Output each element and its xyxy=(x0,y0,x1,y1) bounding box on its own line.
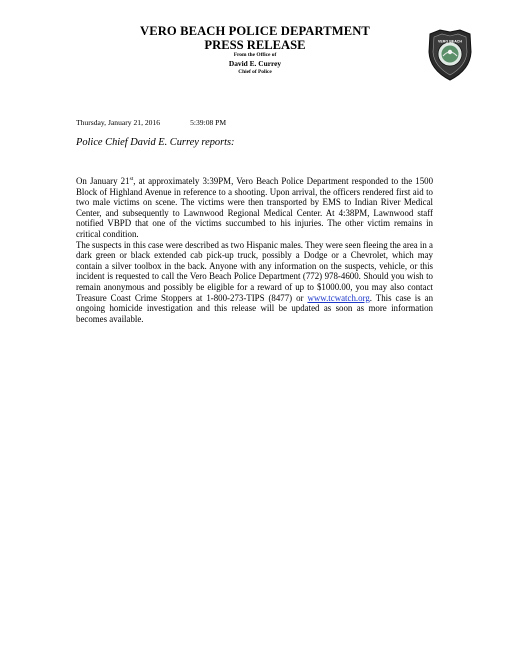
department-name: VERO BEACH POLICE DEPARTMENT xyxy=(140,24,370,38)
from-office-label: From the Office of xyxy=(233,52,277,58)
release-body xyxy=(76,176,433,324)
chief-title: Chief of Police xyxy=(238,69,272,75)
document-title: PRESS RELEASE xyxy=(204,38,306,52)
release-datetime xyxy=(76,118,226,128)
reports-line: Police Chief David E. Currey reports: xyxy=(76,137,235,148)
release-time: 5:39:08 PM xyxy=(190,118,227,127)
paragraph-suspects: The suspects in this case were described as two Hispanic males. They were seen fleeing the area in a dark green or black extended cab pick-up truck, possibly a Dodge or a Chevrolet, which may contain a silver toolbox in the back. Anyone with any information on the suspects, vehicle, or this incident is requested to call the Vero Beach Police Department (772) 978-4600. Should you wish to remain anonymous and possibly be eligible for a reward of up to $1000.00, you may also contact Treasure Coast Crime Stoppers at 1-800-273-TIPS (8477) or www.tcwatch.org. This case is an ongoing homicide investigation and this release will be updated as soon as more information becomes available. xyxy=(76,239,434,324)
badge-lettering: VERO BEACH xyxy=(438,39,462,44)
paragraph-incident: On January 21st, at approximately 3:39PM, Vero Beach Police Department responded to the 1500 Block of Highland Avenue in reference to a shooting. Upon arrival, the officers rendered first aid to two male victims on scene. The victims were then transported by EMS to Indian River Medical Center, and subsequently to Lawnwood Regional Medical Center. At 4:38PM, Lawnwood staff notified VBPD that one of the victims succumbed to his injuries. The other victim remains in critical condition. xyxy=(76,176,434,239)
police-badge-logo xyxy=(426,28,474,82)
release-date: Thursday, January 21, 2016 xyxy=(76,118,161,127)
letterhead xyxy=(100,24,410,76)
chief-name: David E. Currey xyxy=(228,59,282,68)
crime-stoppers-link[interactable]: www.tcwatch.org xyxy=(307,292,370,303)
